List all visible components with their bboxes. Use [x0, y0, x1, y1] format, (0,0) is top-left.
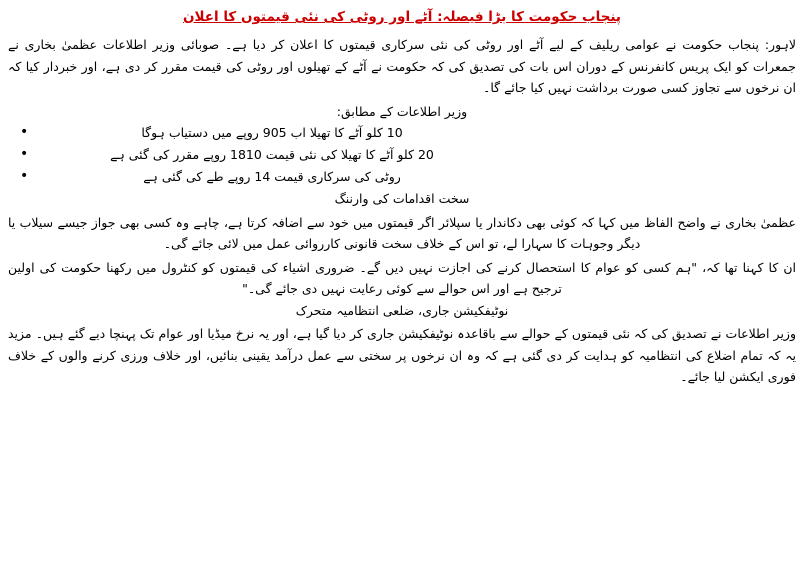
list-item: [8, 166, 796, 188]
intro-paragraph: لاہور: پنجاب حکومت نے عوامی ریلیف کے لیے آٹے اور روٹی کی نئی سرکاری قیمتوں کا اعلان کر دیا ہے۔ صوبائی وزیر اطلاعات عظمیٰ بخاری نے جمعرات کو ایک پریس کانفرنس کے دوران اس بات کی تصدیق کی کہ حکومت نے آٹے کے تھیلوں اور روٹی کی قیمت مقرر کر دی ہے، اور خبردار کیا کہ ان نرخوں سے تجاوز کسی صورت برداشت نہیں کیا جائے گا۔: [8, 37, 796, 95]
price-point-text: 10 کلو آٹے کا تھیلا اب 905 روپے میں دستیاب ہوگا: [141, 125, 403, 140]
warning-paragraph: عظمیٰ بخاری نے واضح الفاظ میں کہا کہ کوئی بھی دکاندار یا سپلائر اگر قیمتوں میں خود سے اضافہ کرتا ہے، چاہے وہ کسی بھی جواز جیسے سیلاب یا دیگر وجوہات کا سہارا لے، تو اس کے خلاف سخت قانونی کارروائی عمل میں لائی جائے گی۔: [8, 214, 796, 251]
article-title: پنجاب حکومت کا بڑا فیصلہ: آٹے اور روٹی کی نئی قیمتوں کا اعلان: [183, 9, 621, 25]
notification-heading: نوٹیفکیشن جاری، ضلعی انتظامیہ متحرک: [295, 302, 509, 318]
bullet-icon: •: [20, 146, 29, 162]
price-point-text: 20 کلو آٹے کا تھیلا کی نئی قیمت 1810 روپے مقرر کی گئی ہے: [110, 147, 434, 162]
list-item: [8, 122, 796, 144]
quote-paragraph: ان کا کہنا تھا کہ، "ہم کسی کو عوام کا استحصال کرنے کی اجازت نہیں دیں گے۔ ضروری اشیاء کی قیمتوں کو کنٹرول میں رکھنا حکومت کی اولین ترجیح ہے اور اس حوالے سے کوئی رعایت نہیں دی جائے گی۔": [8, 259, 796, 296]
price-point-text: روٹی کی سرکاری قیمت 14 روپے طے کی گئی ہے: [143, 169, 401, 184]
list-item: [8, 144, 796, 166]
notification-paragraph: وزیر اطلاعات نے تصدیق کی کہ نئی قیمتوں کے حوالے سے باقاعدہ نوٹیفکیشن جاری کر دیا گیا ہے، اور یہ نرخ میڈیا اور عوام تک پہنچا دیے گئے ہیں۔ مزید یہ کہ تمام اضلاع کی انتظامیہ کو ہدایت کر دی گئی ہے کہ وہ ان نرخوں پر سختی سے عمل درآمد یقینی بنائیں، اور خلاف ورزی کرنے والوں کے خلاف فوری ایکشن لیا جائے۔: [8, 326, 796, 384]
warning-heading: سخت اقدامات کی وارننگ: [334, 191, 470, 206]
price-points-list: [8, 122, 796, 188]
bullet-icon: •: [20, 168, 29, 184]
according-to-heading: وزیر اطلاعات کے مطابق:: [336, 103, 468, 119]
bullet-icon: •: [20, 124, 29, 140]
